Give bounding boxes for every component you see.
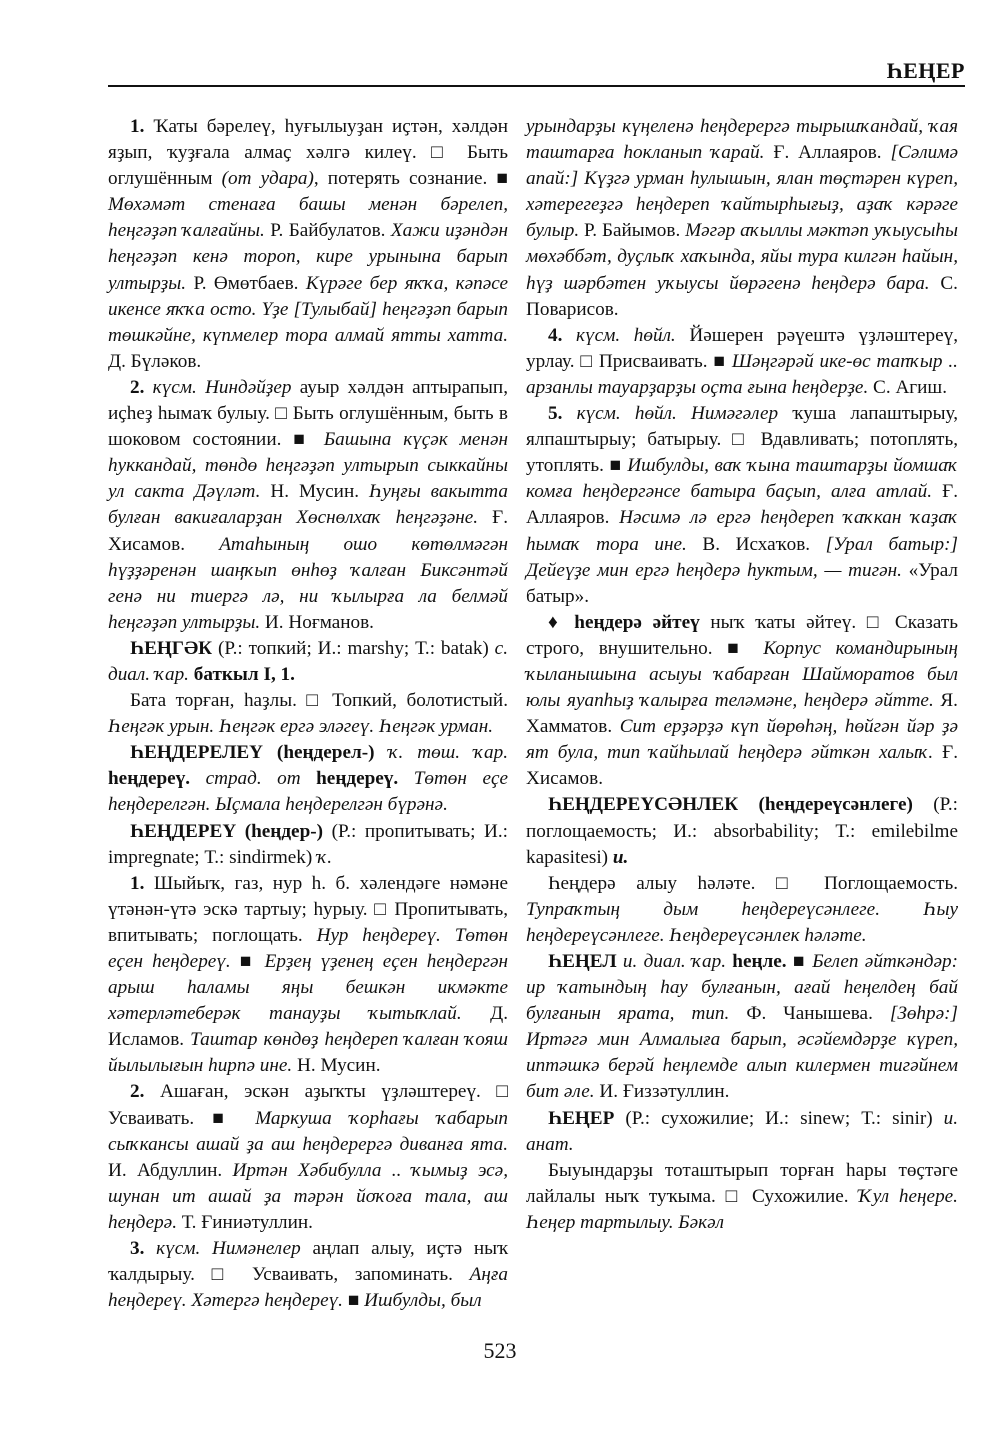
headword-text: баткыл I, 1. xyxy=(188,663,295,685)
example-text: күсм. Нимәнелер xyxy=(156,1238,301,1260)
headword-text: ҺЕҢГӘК xyxy=(130,637,213,659)
example-text: и. анат. xyxy=(526,1107,958,1155)
definition-text: Ашаған, эскән аҙыҡты үҙләштереү. □ Усваивать. ■ xyxy=(108,1081,508,1129)
definition-text: С. Агиш. xyxy=(868,376,948,398)
headword-text: 3. xyxy=(130,1238,157,1260)
definition-text: Я. Хамматов. xyxy=(526,690,958,738)
dictionary-paragraph xyxy=(526,792,958,870)
dictionary-paragraph xyxy=(526,1106,958,1158)
definition-text: аңлап алыу, иҫтә ныҡ ҡалдырыу. □ Усваивать, запоминать. xyxy=(108,1238,509,1286)
definition-text: Н. Мусин. xyxy=(260,481,369,503)
dictionary-paragraph xyxy=(108,871,508,1080)
example-text: [Урал батыр:] Дейеүҙе мин ергә һеңдерә һуктым, — тигән. xyxy=(526,533,958,581)
example-text: Аңға һеңдереү. Хәтергә һеңдереү. xyxy=(108,1264,508,1312)
running-head: ҺЕҢЕР xyxy=(886,58,965,83)
example-text: Белеп әйткәндәр: ир ҡатындың һау булғанын, ағай һеңелдең бай булғанын ярата, тип. xyxy=(526,951,958,1025)
example-text: Сит ерҙәрҙә күп йөрөһәң, һөйгән йәр ҙә ят була, тип ҡайһылай һеңдерә әйткән халыҡ. xyxy=(526,716,958,764)
definition-text: Р. Байымов. xyxy=(579,220,686,242)
headword-text: ♦ һеңдерә әйтеү xyxy=(548,611,700,633)
definition-text: Шыйыҡ, газ, нур һ. б. хәлендәге нәмәне үтәнән-үтә эскә тартыу; һурыу. □ Пропитывать, впитывать; поглощать. xyxy=(108,872,509,946)
dictionary-paragraph xyxy=(108,375,508,636)
dictionary-paragraph xyxy=(108,740,508,818)
left-column xyxy=(108,114,508,1314)
example-text: Иртән Хәбибулла .. ҡымыҙ эсә, шунан ит ашай ҙа тәрән йоҡоға тала, аш һеңдерә. xyxy=(108,1159,508,1233)
definition-text: (Р.: топкий; И.: marshy; Т.: batak) xyxy=(212,637,495,659)
example-text: Шәңгәрәй ике-өс тапҡыр .. арзанлы тауарҙарҙы оҫта ғына һеңдерҙе. xyxy=(526,350,958,398)
example-text: Күрәге бер яҡҡа, кәпәсе икенсе яҡҡа осто. Үҙе [Тулыбай] һеңгәҙәп барып төшкәйне, күпмелер тора алмай ятты хатта. xyxy=(108,272,508,346)
example-text: страд. от xyxy=(190,768,301,790)
dictionary-paragraph xyxy=(526,871,958,949)
definition-text: Н. Мусин. xyxy=(292,1055,381,1077)
definition-text: , потерять сознание. ■ xyxy=(313,168,508,190)
dictionary-paragraph xyxy=(526,114,958,323)
example-text: Атаһының ошо көтөлмәгән һүҙҙәренән шаңҡып өнһөҙ ҡалған Биксәнтәй генә ни тиергә лә, ни ҡылырға ла белмәй һеңгәҙәп ултырҙы. xyxy=(108,533,508,633)
definition-text: Р. Өмөтбаев. xyxy=(186,272,306,294)
example-text: Төтөн еҫе һеңдерелгән. Ыҫмала һеңдерелгән бүрәнә. xyxy=(108,768,508,816)
definition-text: Ҡаты бәрелеү, һуғылыуҙан иҫтән, хәлдән яҙып, ҡуҙғала алмаҫ хәлгә килеү. □ Быть оглушённым xyxy=(108,116,508,190)
definition-text: Быуындарҙы тоташтырып торған һары төҫтәге лайлалы ныҡ туҡыма. □ Сухожилие. xyxy=(526,1159,958,1207)
headword-text: 1. xyxy=(130,116,154,137)
example-text: Ерҙең үҙенең еҫен һеңдергән арыш һаламы яңы бешкән икмәкте хәтерләтеберәк танауҙы ҡытыҡлай. xyxy=(108,951,508,1025)
example-text: ҡ. төш. ҡар. xyxy=(374,742,509,764)
definition-text: Т. Ғиниәтуллин. xyxy=(177,1211,313,1233)
page-number: 523 xyxy=(483,1338,517,1363)
headword-text: 2. xyxy=(130,1081,160,1103)
dictionary-paragraph xyxy=(108,114,508,375)
definition-text: Ғ. Аллаяров. xyxy=(764,142,891,164)
example-text: Тупраҡтың дым һеңдереүсәнлеге. Һыу һеңдереүсәнлеге. Һеңдереүсәнлек һәләте. xyxy=(526,898,958,946)
example-text: күсм. һөйл. xyxy=(576,324,676,346)
headword-text: ҺЕҢЕР xyxy=(548,1107,615,1129)
definition-text: Р. Байбулатов. xyxy=(264,220,391,242)
example-text: ҡ. xyxy=(317,846,333,868)
definition-text: С. Поварисов. xyxy=(526,272,958,320)
example-text: и. диал. ҡар. xyxy=(616,951,727,972)
example-text: Корпус командирының ҡыланышына асыуы ҡабарған Шайморатов был юлы яуапһыҙ ҡалырға теләмәне, һеңдерә әйтте. xyxy=(526,637,959,712)
definition-text: ҡуша лапаштырыу, ялпаштырыу; батырыу. □ Вдавливать; потоплять, утоплять. ■ xyxy=(526,403,958,477)
headword-text: һеңдереү. xyxy=(300,768,399,790)
headword-text: ҺЕҢДЕРЕЛЕҮ (һеңдерел-) xyxy=(130,742,375,764)
headword-text: 5. xyxy=(548,403,577,425)
definition-text: И. Ғиззәтуллин. xyxy=(594,1081,730,1103)
example-text: [Сәлимә апай:] Күҙгә урман һулышын, ялан төҫтәрен күреп, хәтерегеҙгә һеңдереп ҡайтырһығыҙ, аҙаҡ кәрәге булыр. xyxy=(526,142,958,242)
headword-text: ҺЕҢДЕРЕҮ (һеңдер-) xyxy=(130,820,324,842)
example-text: күсм. Ниндәйҙер xyxy=(152,376,292,398)
headword-text: 1. xyxy=(130,872,154,894)
dictionary-paragraph xyxy=(526,401,958,610)
example-text: Башына күҫәк менән һуккандай, төндө һеңгәҙәп ултырып сыккайны ул сакта Дәүләт. xyxy=(108,429,508,503)
definition-text: Ғ. Хисамов. xyxy=(526,742,959,790)
definition-text: ■ xyxy=(786,951,813,972)
example-text: Мәгәр аҡыллы мәктәп уҡыусыһы мөхәббәт, дуҫлыҡ хаҡында, яйы тура килгән һайын, һүҙ шәрбәтен уҡыусы йөрәгенә һеңдерә бара. xyxy=(526,220,958,294)
definition-text: (Р.: поглощаемость; И.: absorbability; Т.: emilebilme kapasitesi) xyxy=(526,794,958,868)
headword-text: и. xyxy=(612,846,629,868)
dictionary-paragraph xyxy=(108,819,508,871)
definition-text: «Урал батыр». xyxy=(526,559,958,607)
definition-text: (Р.: сухожилие; И.: sinew; Т.: sinir) xyxy=(614,1107,944,1129)
headword-text: һеңдереү. xyxy=(108,768,191,790)
definition-text: ауыр хәлдән аптырапып, иҫһеҙ һымаҡ булыу. □ Быть оглушённым, быть в шоковом состоянии. ■ xyxy=(108,376,509,451)
definition-text: Ф. Чанышева. xyxy=(729,1003,890,1025)
dictionary-paragraph xyxy=(526,949,958,1106)
definition-text: Бата торған, һаҙлы. □ Топкий, болотистый. xyxy=(130,690,508,712)
example-text: с. диал. ҡар. xyxy=(108,637,508,685)
definition-text: Д. Бүләков. xyxy=(108,350,202,372)
example-text: Хажи иҙәндән һеңгәҙәп кенә тороп, кире урынына барып ултырҙы. xyxy=(108,220,508,294)
dictionary-paragraph xyxy=(526,323,958,401)
definition-text: ныҡ ҡаты әйтеү. □ Сказать строго, внушительно. ■ xyxy=(526,611,958,659)
example-text: Ишбулды, ваҡ ҡына таштарҙы йомшаҡ комға һеңдергәнсе батыра баҫып, алға атлай. xyxy=(526,455,958,503)
header-rule xyxy=(108,85,965,87)
definition-text: В. Исхаҡов. xyxy=(686,533,826,555)
dictionary-paragraph xyxy=(108,636,508,688)
definition-text: Йәшерен рәүештә үҙләштереү, урлау. □ Присваивать. ■ xyxy=(526,324,958,372)
example-text: Ишбулды, был xyxy=(364,1290,482,1312)
definition-text: ■ xyxy=(230,951,265,972)
example-text: [Зөһрә:] Иртәгә мин Алмалыға барып, әсәйемдәрҙе күреп, иптәшкә берәй һеңлемде алып килермен тигәйнем бит әле. xyxy=(526,1003,958,1103)
dictionary-paragraph xyxy=(526,610,958,793)
example-text: күсм. һөйл. Нимәгәлер xyxy=(576,403,779,425)
example-text: Нур һеңдереү. Төтөн еҫен һеңдереү. xyxy=(108,924,508,972)
example-text: (от удара) xyxy=(221,168,314,190)
headword-text: 4. xyxy=(548,324,577,346)
definition-text: Ғ. Хисамов. xyxy=(108,507,508,555)
example-text: Таштар көндөҙ һеңдереп ҡалған ҡояш йылылығын һирпә ине. xyxy=(108,1029,508,1077)
definition-text: Д. Исламов. xyxy=(108,1003,508,1051)
definition-text: Һеңдерә алыу һәләте. □ Поглощаемость. xyxy=(548,872,958,894)
dictionary-paragraph xyxy=(526,1158,958,1236)
dictionary-paragraph xyxy=(108,688,508,740)
headword-text: ҺЕҢДЕРЕҮСӘНЛЕК (һеңдереүсәнлеге) xyxy=(548,794,913,816)
right-column xyxy=(526,114,958,1236)
definition-text: И. Ноғманов. xyxy=(260,611,374,633)
headword-text: һеңле. xyxy=(726,951,787,972)
example-text: Ҡул һеңере. Һеңер тартылыу. Бәкәл xyxy=(526,1185,958,1233)
dictionary-paragraph xyxy=(108,1236,508,1314)
definition-text: ■ xyxy=(342,1290,365,1312)
definition-text: Ғ. Аллаяров. xyxy=(526,481,958,529)
definition-text: И. Абдуллин. xyxy=(108,1159,233,1181)
example-text: Нәсимә лә ергә һеңдереп ҡаҡкан ҡаҙаҡ һымаҡ тора ине. xyxy=(526,507,958,555)
dictionary-paragraph xyxy=(108,1079,508,1236)
example-text: Маркуша ҡорһағы ҡабарып сыҡкансы ашай ҙа аш һеңдерергә диванға ята. xyxy=(108,1107,508,1155)
example-text: Һуңғы вакытта булған вакиғаларҙан Хөснөлхаҡ һеңгәҙәне. xyxy=(108,481,508,529)
example-text: Һеңгәк урын. Һеңгәк ергә эләгеү. Һеңгәк урман. xyxy=(108,716,494,738)
headword-text: ҺЕҢЕЛ xyxy=(548,951,617,972)
example-text: урындарҙы күңеленә һеңдерергә тырышҡандай, ҡая таштарға һокланып ҡарай. xyxy=(526,116,958,164)
headword-text: 2. xyxy=(130,376,153,398)
example-text: Мөхәмәт стенаға башы менән бәрелеп, һеңгәҙәп ҡалғайны. xyxy=(108,194,508,242)
definition-text: (Р.: пропитывать; И.: impregnate; Т.: sindirmek) xyxy=(108,820,508,868)
